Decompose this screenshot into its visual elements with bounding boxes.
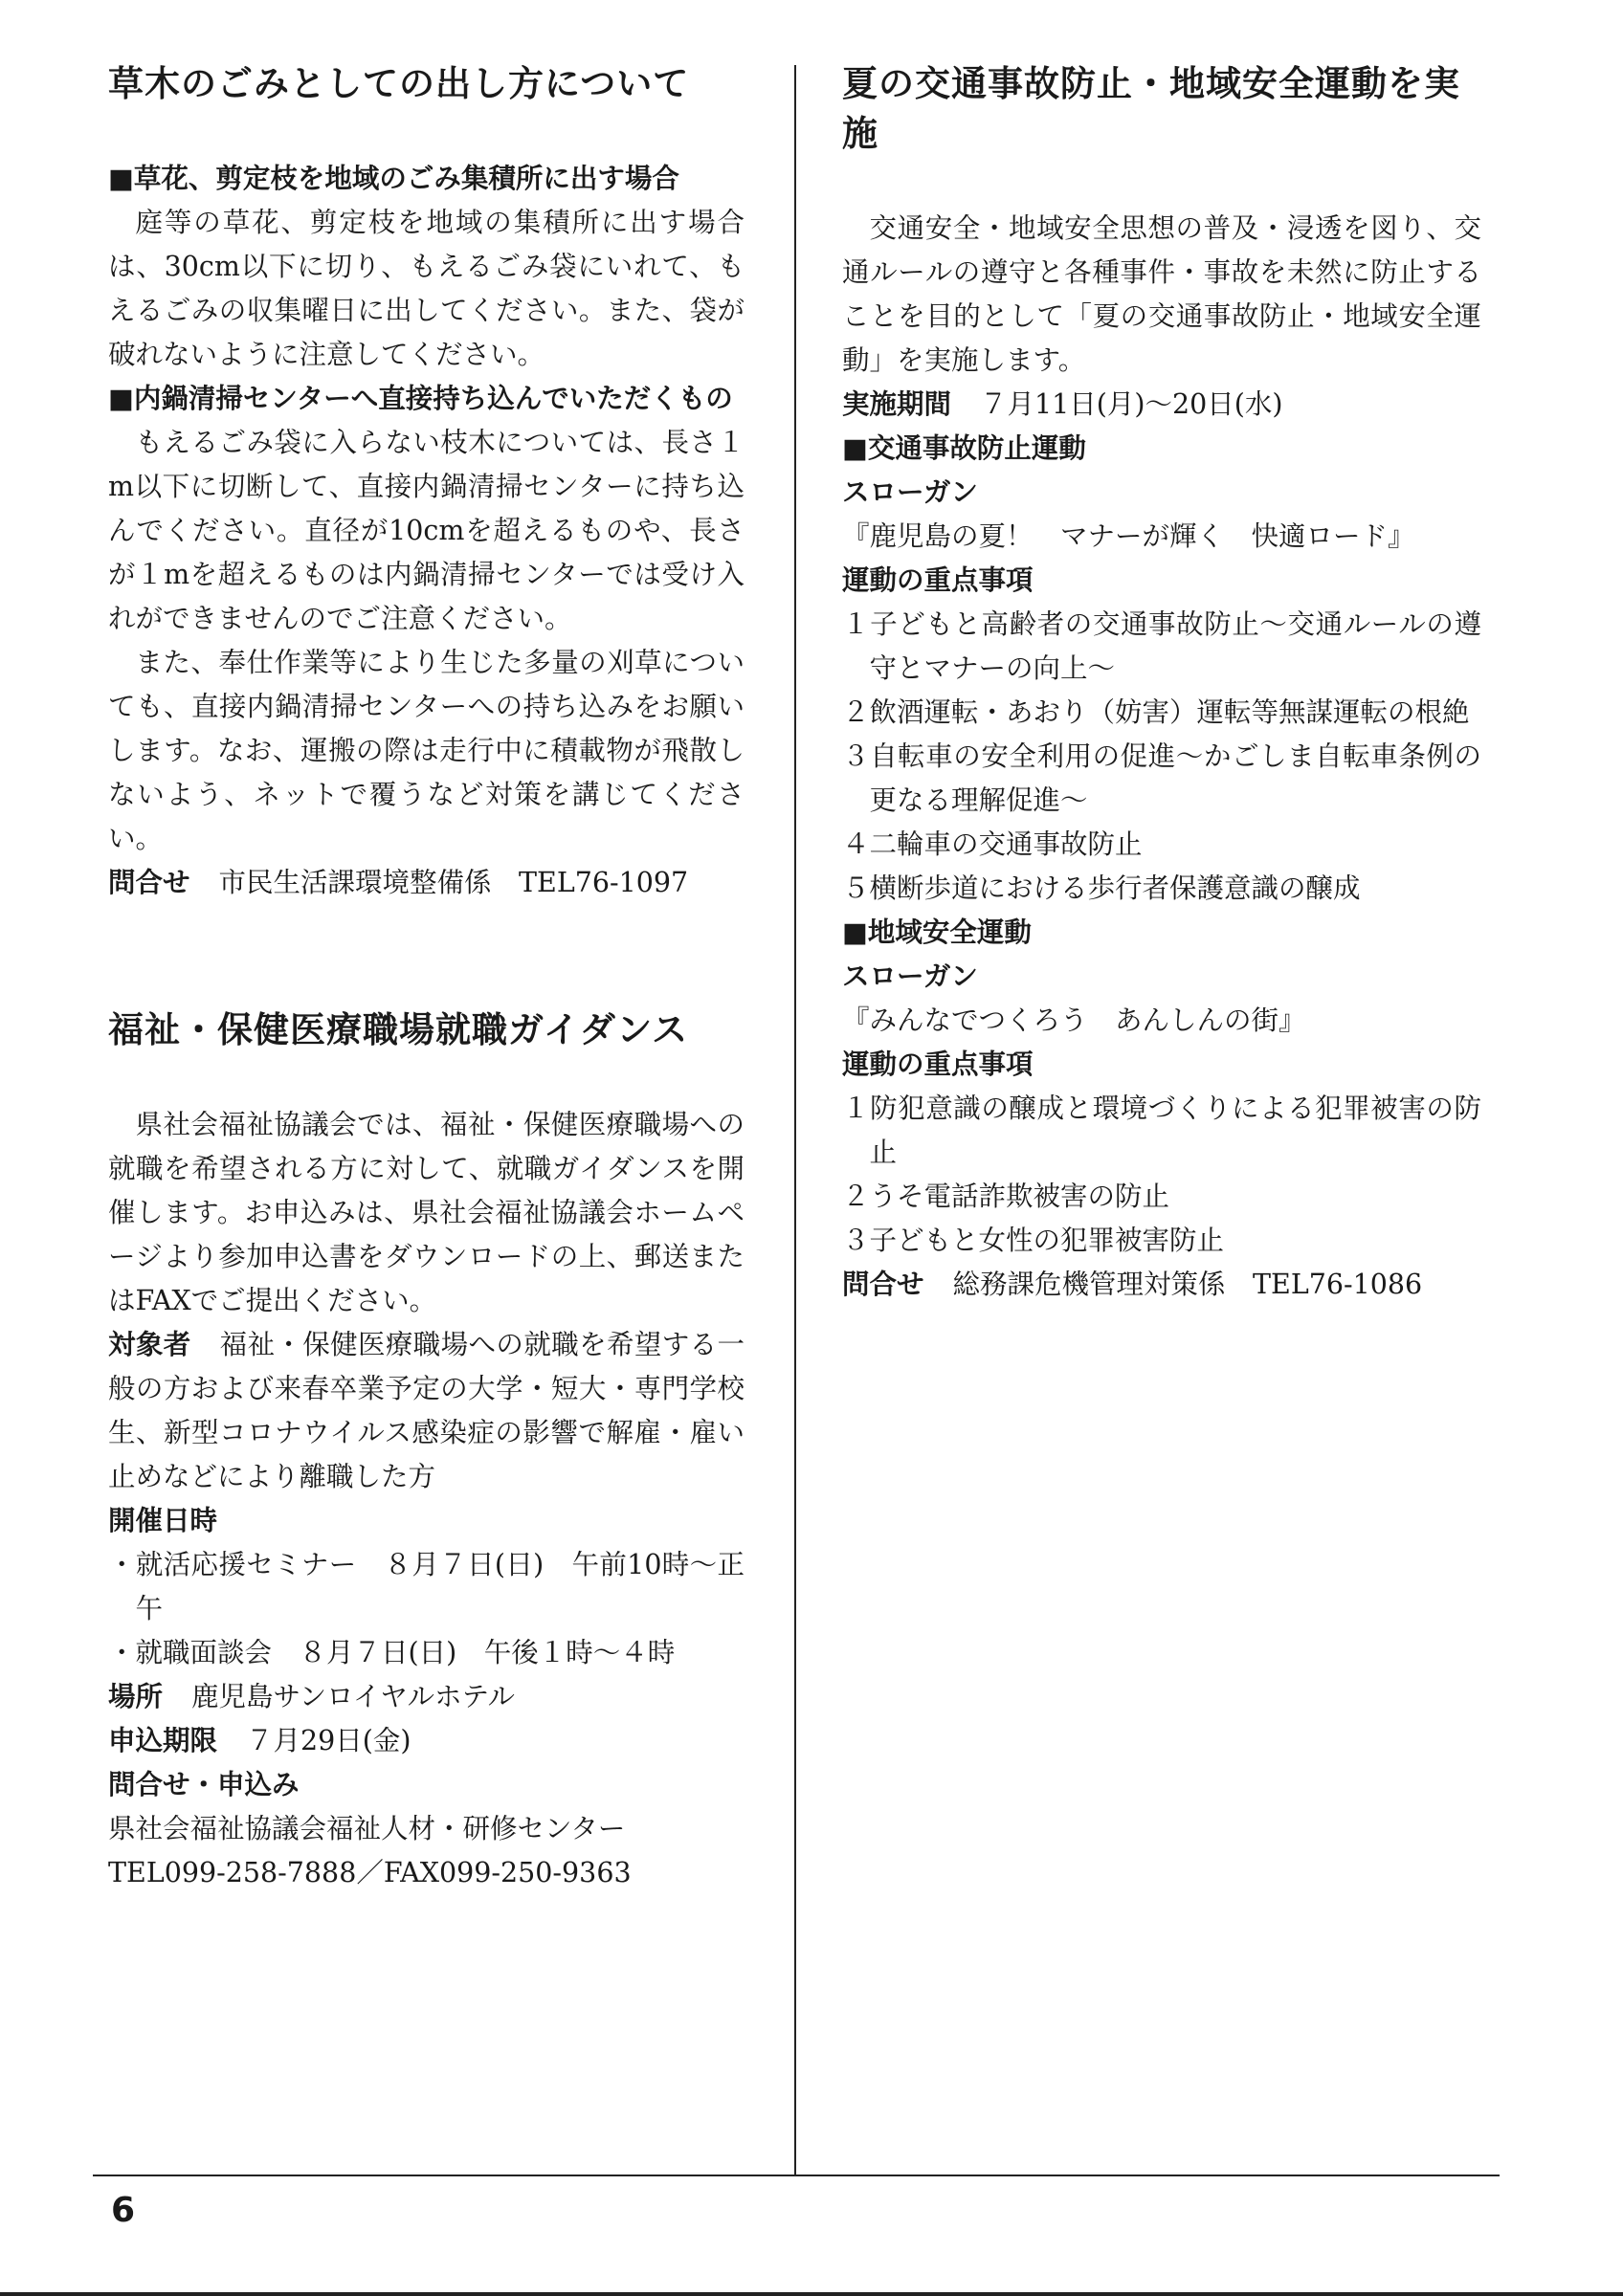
deadline-line: [108, 1719, 745, 1763]
page-bottom-rule: [0, 2292, 1623, 2296]
contact-phone-fax: TEL099-258-7888／FAX099-250-9363: [108, 1857, 632, 1888]
place-value: 鹿児島サンロイヤルホテル: [191, 1681, 516, 1712]
slogan-label: スローガン: [842, 476, 978, 508]
subheading: ■草花、剪定枝を地域のごみ集積所に出す場合: [108, 163, 679, 194]
article-title: 夏の交通事故防止・地域安全運動を実施: [842, 63, 1460, 154]
subheading: ■交通事故防止運動: [842, 432, 1086, 464]
subheading: ■内鍋清掃センターへ直接持ち込んでいただくもの: [108, 383, 733, 414]
target-label: 対象者: [108, 1329, 191, 1360]
contact-line: [842, 1263, 1481, 1307]
page-number: 6: [111, 2191, 136, 2230]
contact-line: [108, 861, 745, 905]
footer-rule: [93, 2175, 1500, 2176]
article-job-guidance: [108, 1005, 745, 1895]
article-grass-waste: [108, 59, 745, 905]
focus-item: ５横断歩道における歩行者保護意識の醸成: [842, 872, 1361, 904]
place-label: 場所: [108, 1681, 164, 1712]
focus-item: ２うそ電話詐欺被害の防止: [842, 1181, 1170, 1212]
contact-label: 問合せ・申込み: [108, 1769, 300, 1800]
right-column: [842, 59, 1481, 1307]
schedule-item: ・就職面談会 ８月７日(日) 午後１時～４時: [108, 1637, 676, 1668]
paragraph: 県社会福祉協議会では、福祉・保健医療職場への就職を希望される方に対して、就職ガイダンスを開催します。お申込みは、県社会福祉協議会ホームページより参加申込書をダウンロードの上、郵送またはFAXでご提出ください。: [108, 1109, 745, 1316]
schedule-item: ・就活応援セミナー ８月７日(日) 午前10時～正午: [108, 1549, 745, 1624]
period-value: ７月11日(月)～20日(水): [980, 388, 1283, 420]
place-line: [108, 1675, 745, 1719]
focus-item: ２飲酒運転・あおり（妨害）運転等無謀運転の根絶: [842, 696, 1470, 728]
paragraph: 庭等の草花、剪定枝を地域の集積所に出す場合は、30cm以下に切り、もえるごみ袋にいれて、もえるごみの収集曜日に出してください。また、袋が破れないように注意してください。: [108, 207, 745, 370]
focus-item: ３自転車の安全利用の促進～かごしま自転車条例の更なる理解促進～: [842, 740, 1481, 816]
article-title: 福祉・保健医療職場就職ガイダンス: [108, 1009, 689, 1050]
datetime-label: 開催日時: [108, 1505, 218, 1536]
focus-label: 運動の重点事項: [842, 564, 1034, 596]
period-line: [842, 383, 1481, 427]
focus-item: ３子どもと女性の犯罪被害防止: [842, 1225, 1225, 1256]
contact-value: 総務課危機管理対策係 TEL76-1086: [952, 1269, 1423, 1300]
article-title: 草木のごみとしての出し方について: [108, 63, 690, 104]
subheading: ■地域安全運動: [842, 916, 1032, 948]
contact-org: 県社会福祉協議会福祉人材・研修センター: [108, 1813, 626, 1844]
paragraph: また、奉仕作業等により生じた多量の刈草についても、直接内鍋清掃センターへの持ち込みをお願いします。なお、運搬の際は走行中に積載物が飛散しないよう、ネットで覆うなど対策を講じてください。: [108, 647, 745, 854]
deadline-value: ７月29日(金): [246, 1725, 411, 1756]
period-label: 実施期間: [842, 388, 952, 420]
deadline-label: 申込期限: [108, 1725, 218, 1756]
slogan: 『鹿児島の夏！ マナーが輝く 快適ロード』: [842, 520, 1415, 552]
focus-label: 運動の重点事項: [842, 1049, 1034, 1080]
slogan: 『みんなでつくろう あんしんの街』: [842, 1004, 1306, 1036]
focus-item: １防犯意識の醸成と環境づくりによる犯罪被害の防止: [842, 1093, 1481, 1168]
article-traffic-safety: [842, 59, 1481, 1307]
paragraph: 交通安全・地域安全思想の普及・浸透を図り、交通ルールの遵守と各種事件・事故を未然に防止することを目的として「夏の交通事故防止・地域安全運動」を実施します。: [842, 212, 1481, 376]
column-divider: [794, 65, 796, 2175]
contact-label: 問合せ: [842, 1269, 924, 1300]
contact-value: 市民生活課環境整備係 TEL76-1097: [218, 867, 689, 898]
paragraph: もえるごみ袋に入らない枝木については、長さ１m以下に切断して、直接内鍋清掃センターに持ち込んでください。直径が10cmを超えるものや、長さが１mを超えるものは内鍋清掃センターでは受け入れができませんのでご注意ください。: [108, 427, 745, 634]
left-column: [108, 59, 745, 1895]
target-value: 福祉・保健医療職場への就職を希望する一般の方および来春卒業予定の大学・短大・専門学校生、新型コロナウイルス感染症の影響で解雇・雇い止めなどにより離職した方: [108, 1329, 745, 1492]
focus-item: １子どもと高齢者の交通事故防止～交通ルールの遵守とマナーの向上～: [842, 608, 1481, 684]
target-line: [108, 1323, 745, 1499]
slogan-label: スローガン: [842, 960, 978, 992]
focus-item: ４二輪車の交通事故防止: [842, 828, 1143, 860]
contact-label: 問合せ: [108, 867, 190, 898]
